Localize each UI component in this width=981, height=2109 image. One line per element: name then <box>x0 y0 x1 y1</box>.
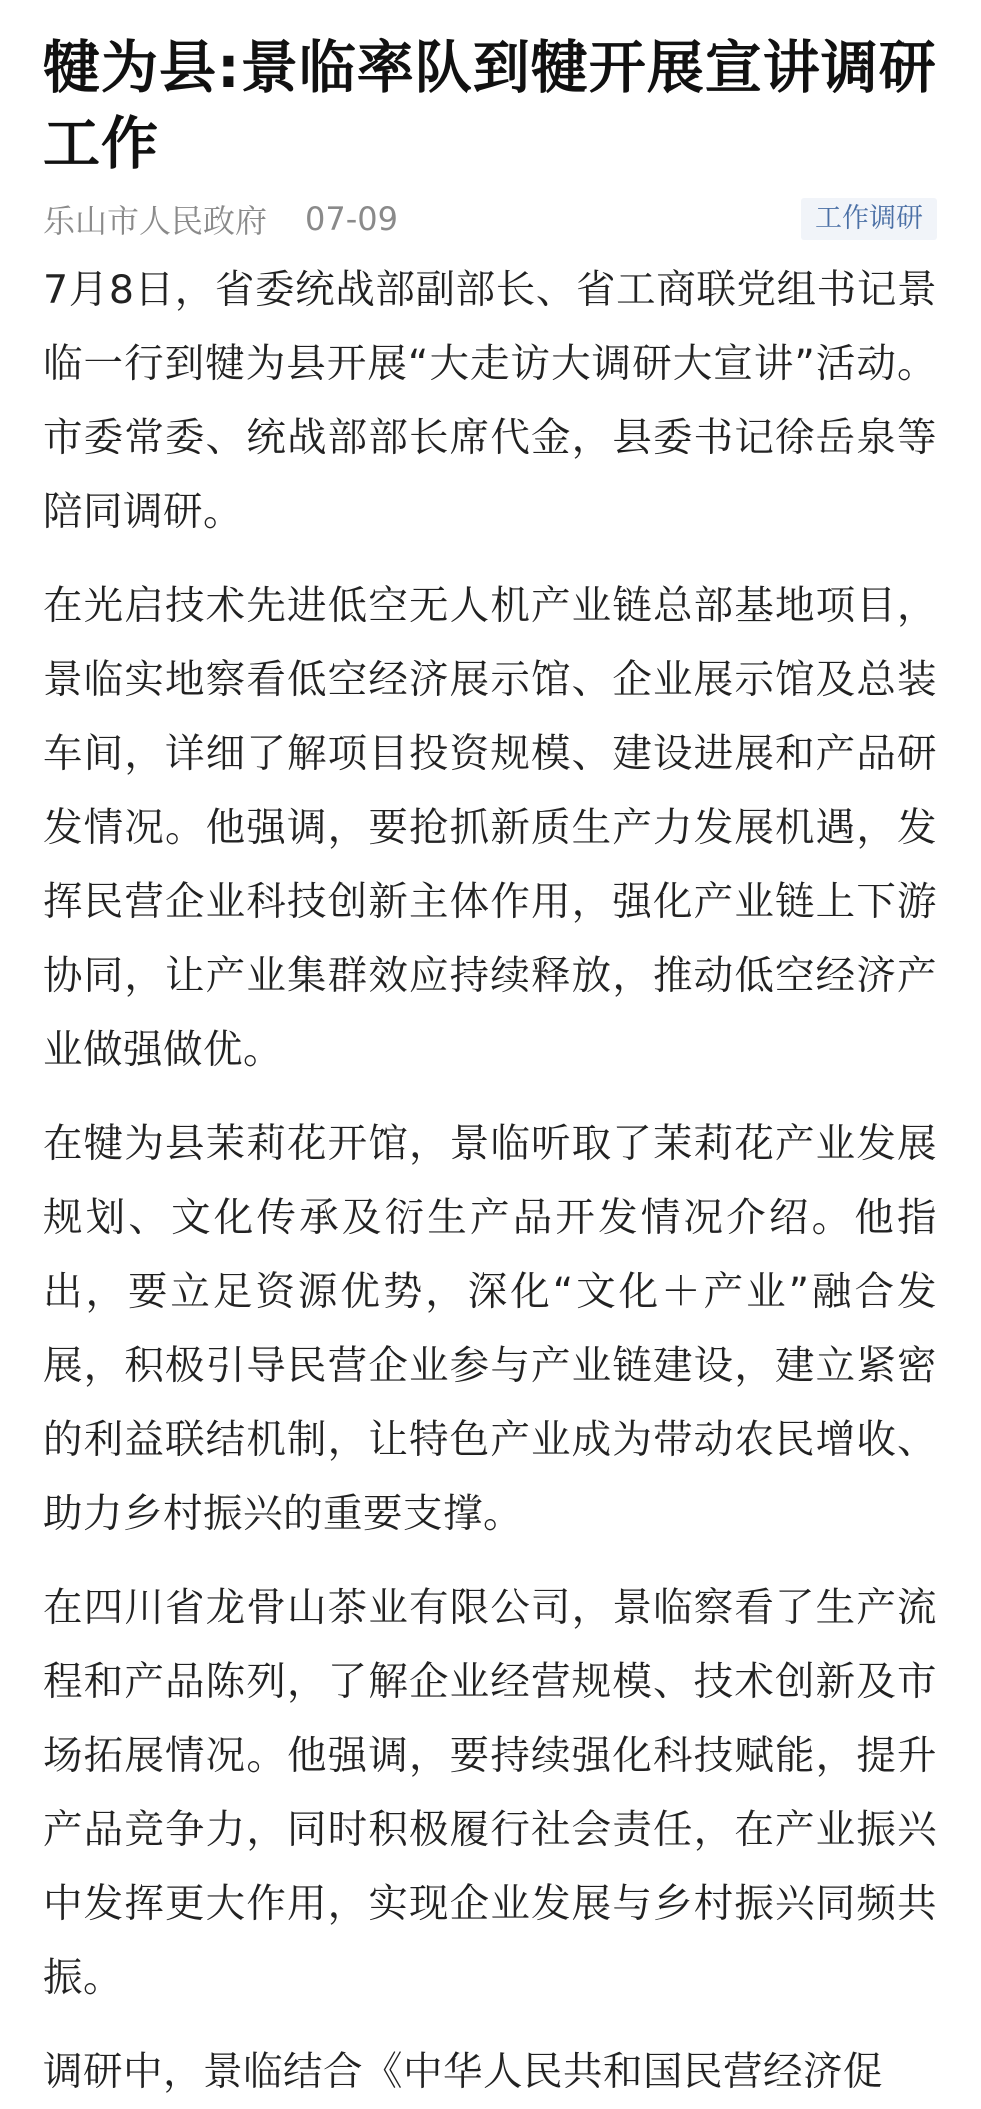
article-source[interactable]: 乐山市人民政府 <box>43 202 268 240</box>
article-meta <box>43 193 937 245</box>
article-body <box>43 253 937 2109</box>
publish-date: 07-09 <box>305 200 398 238</box>
paragraph: 在光启技术先进低空无人机产业链总部基地项目，景临实地察看低空经济展示馆、企业展示馆及总装车间，详细了解项目投资规模、建设进展和产品研发情况。他强调，要抢抓新质生产力发展机遇，发挥民营企业科技创新主体作用，强化产业链上下游协同，让产业集群效应持续释放，推动低空经济产业做强做优。 <box>43 583 937 1073</box>
paragraph: 在犍为县茉莉花开馆，景临听取了茉莉花产业发展规划、文化传承及衍生产品开发情况介绍。他指出，要立足资源优势，深化“文化＋产业”融合发展，积极引导民营企业参与产业链建设，建立紧密的利益联结机制，让特色产业成为带动农民增收、助力乡村振兴的重要支撑。 <box>43 1121 937 1537</box>
paragraph: 7月8日，省委统战部副部长、省工商联党组书记景临一行到犍为县开展“大走访大调研大宣讲”活动。市委常委、统战部部长席代金，县委书记徐岳泉等陪同调研。 <box>43 267 937 535</box>
article-title: 犍为县:景临率队到犍开展宣讲调研工作 <box>43 35 937 177</box>
category-tag[interactable]: 工作调研 <box>801 198 937 240</box>
paragraph: 在四川省龙骨山茶业有限公司，景临察看了生产流程和产品陈列，了解企业经营规模、技术创新及市场拓展情况。他强调，要持续强化科技赋能，提升产品竞争力，同时积极履行社会责任，在产业振兴中发挥更大作用，实现企业发展与乡村振兴同频共振。 <box>43 1585 937 2001</box>
paragraph: 调研中，景临结合《中华人民共和国民营经济促 <box>43 2049 883 2095</box>
